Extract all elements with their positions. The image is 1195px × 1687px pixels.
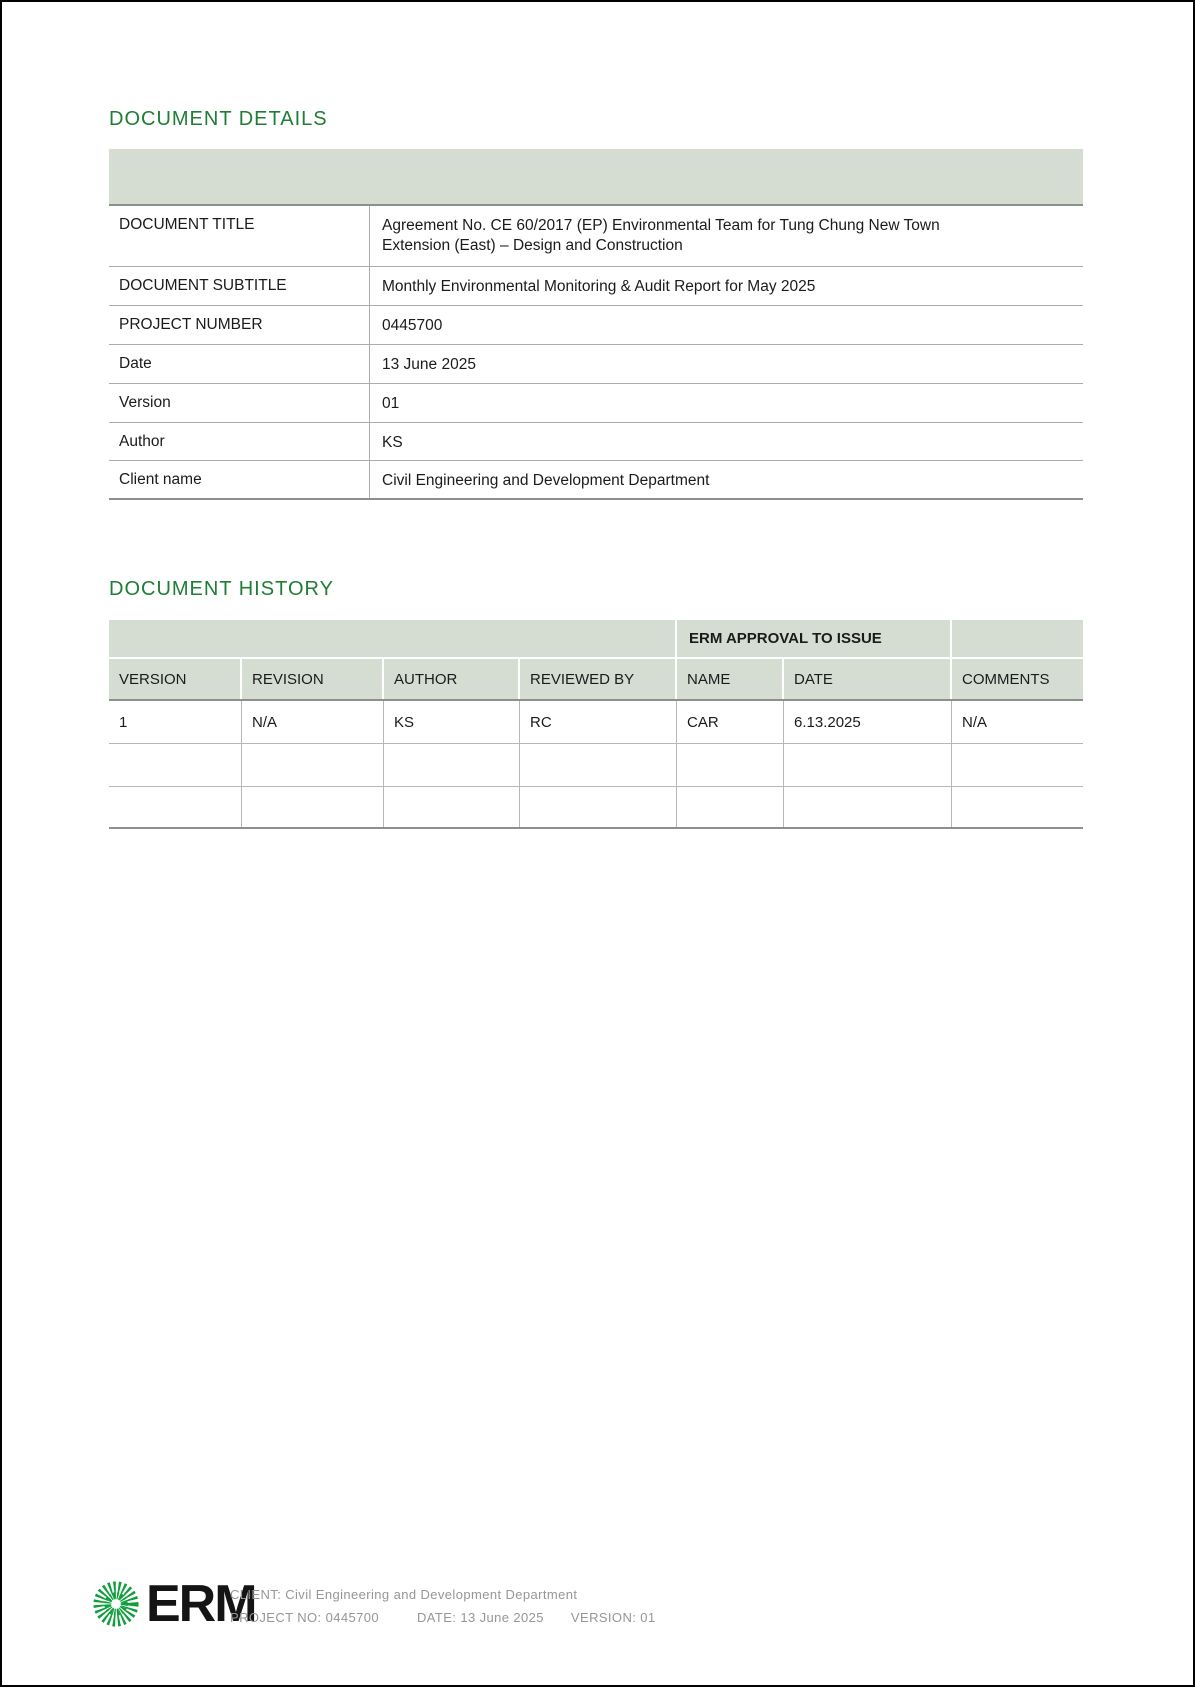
history-cell: KS [384, 701, 520, 743]
history-cell [242, 744, 384, 786]
history-cell [384, 787, 520, 827]
history-band-spacer-right [952, 620, 1083, 657]
history-cell [677, 787, 784, 827]
document-details-table [109, 149, 1083, 500]
details-label: DOCUMENT SUBTITLE [109, 267, 370, 305]
document-details-heading: DOCUMENT DETAILS [109, 108, 328, 130]
details-value: 0445700 [382, 317, 443, 334]
history-cell: N/A [242, 701, 384, 743]
history-data-row [109, 701, 1083, 744]
details-value: Civil Engineering and Development Department [382, 472, 710, 489]
history-col-reviewed-by: REVIEWED BY [520, 659, 677, 699]
history-empty-row [109, 744, 1083, 787]
details-value: KS [382, 434, 403, 451]
erm-starburst-icon [90, 1578, 142, 1630]
footer-project: PROJECT NO: 0445700 [230, 1610, 379, 1625]
details-row-project-number [109, 306, 1083, 345]
history-cell [784, 787, 952, 827]
history-cell [952, 787, 1083, 827]
history-cell [952, 744, 1083, 786]
details-row-title [109, 206, 1083, 267]
history-cell: RC [520, 701, 677, 743]
history-cell [242, 787, 384, 827]
history-cell [109, 744, 242, 786]
document-history-heading: DOCUMENT HISTORY [109, 578, 334, 600]
history-col-name: NAME [677, 659, 784, 699]
history-col-date: DATE [784, 659, 952, 699]
details-label: Author [109, 423, 370, 460]
history-cell: CAR [677, 701, 784, 743]
footer-info [230, 1583, 656, 1629]
history-cell: 1 [109, 701, 242, 743]
footer-date: DATE: 13 June 2025 [416, 1610, 544, 1625]
footer-client-line: CLIENT: Civil Engineering and Development Department [230, 1587, 578, 1602]
details-label: Version [109, 384, 370, 422]
history-col-author: AUTHOR [384, 659, 520, 699]
history-cell [520, 787, 677, 827]
history-cell [520, 744, 677, 786]
details-row-version [109, 384, 1083, 423]
details-label: DOCUMENT TITLE [109, 206, 370, 266]
erm-logo-text: ERM [146, 1575, 256, 1633]
footer-version: VERSION: 01 [570, 1610, 656, 1625]
details-label: PROJECT NUMBER [109, 306, 370, 344]
details-row-client [109, 461, 1083, 500]
details-table-header-band [109, 149, 1083, 206]
details-value: 01 [382, 395, 400, 412]
details-value: Monthly Environmental Monitoring & Audit Report for May 2025 [382, 278, 816, 295]
history-band-row [109, 620, 1083, 659]
history-col-revision: REVISION [242, 659, 384, 699]
history-cell [677, 744, 784, 786]
history-cell [109, 787, 242, 827]
erm-approval-header: ERM APPROVAL TO ISSUE [677, 620, 952, 657]
details-row-subtitle [109, 267, 1083, 306]
document-history-table [109, 620, 1083, 829]
history-cell: 6.13.2025 [784, 701, 952, 743]
history-cell [384, 744, 520, 786]
history-empty-row [109, 787, 1083, 829]
footer-meta-line [230, 1606, 656, 1629]
details-value: 13 June 2025 [382, 356, 476, 373]
history-cell [784, 744, 952, 786]
details-value: Agreement No. CE 60/2017 (EP) Environmental Team for Tung Chung New Town Extension (East) – Design and Construction [382, 217, 940, 254]
history-band-spacer-left [109, 620, 677, 657]
history-cell: N/A [962, 713, 988, 731]
history-col-version: VERSION [109, 659, 242, 699]
details-row-author [109, 423, 1083, 461]
history-header-row [109, 659, 1083, 701]
history-col-comments: COMMENTS [952, 659, 1083, 699]
details-label: Date [109, 345, 370, 383]
details-row-date [109, 345, 1083, 384]
details-label: Client name [109, 461, 370, 498]
